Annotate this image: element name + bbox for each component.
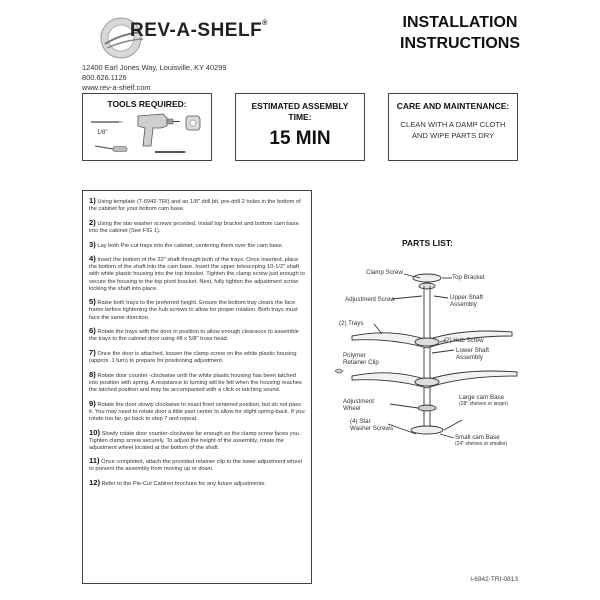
document-number: I-6942-TRI-0813: [470, 576, 518, 583]
step-12: 12) Refer to the Pie-Cut Cabinet brochure for any future adjustments.: [89, 478, 266, 488]
step-5: 5) Raise both trays to the preferred height. Ensure the bottom tray clears the face frame before tightening the hub screws to allow for proper rotation. Both trays must face the same direction.: [89, 297, 298, 321]
tools-title: TOOLS REQUIRED:: [107, 99, 187, 109]
upper-shaft-housing: [419, 283, 435, 289]
label-large-cam-base: Large cam Base (28" shelves or larger): [459, 394, 509, 407]
step-1: 1) Using template (T-6942-TRI) and an 1/8" drill bit, pre-drill 2 holes in the bottom of the cabinet for your bottom cam base.: [89, 196, 301, 213]
instruction-steps: [82, 190, 312, 584]
cam-base: [411, 426, 443, 434]
step-4: 4) Insert the bottom of the 22" shaft through both of the trays. Once inserted, place the bottom of the shaft into the cam base. Insert the upper telescoping 10-1/2" shaft with white plastic housing into the top bracket. Tighten the clamp screw just enough to secure the housing to the top pivot bracket. Next, fully tighten the adjustment screw locking the shaft into place.: [89, 254, 305, 292]
estimated-time-value: 15 MIN: [269, 128, 331, 149]
tools-required-box: [82, 93, 212, 161]
document-title: INSTALLATION INSTRUCTIONS: [400, 14, 520, 52]
address-line: 12400 Earl Jones Way, Louisville, KY 40299: [82, 63, 227, 72]
step-11: 11) Once completed, attach the provided retainer clip to the lower adjustment wheel to prevent the assembly from moving up or down.: [89, 456, 302, 473]
step-2: 2) Using the star washer screws provided, install top bracket and bottom cam base into the cabinet (See FIG 1).: [89, 217, 299, 234]
adjustment-wheel: [418, 405, 436, 411]
step-10: 10) Slowly rotate door counter-clockwise far enough so the clamp screw faces you. Tighten clamp screw securely. To adjust the height of the assembly, rotate the adjustment wheel located at the bottom of the shaft.: [89, 427, 301, 451]
screwdriver-icon: [95, 146, 127, 152]
estimated-time-box: [235, 93, 365, 161]
phone-line: 800.626.1126: [82, 73, 127, 82]
step-9: 9) Rotate the door slowly clockwise to exact front centered position, but do not pass it. You may need to rotate door a little past center to allow for slight spring-back. If you rotate too far, go back to step 7 and repeat.: [89, 398, 305, 422]
care-maintenance-box: [388, 93, 518, 161]
estimated-title: ESTIMATED ASSEMBLY TIME:: [251, 101, 349, 122]
care-title: CARE AND MAINTENANCE:: [396, 101, 510, 111]
step-7: 7) Once the door is attached, loosen the clamp screw on the white plastic housing (approx. 1 turn) to prepare for positioning adjustment.: [89, 347, 297, 365]
step-6: 6) Rotate the trays with the door in position to allow enough clearance to assemble the trays to the cabinet door using #8 x 5/8" truss head.: [89, 326, 299, 343]
bit-size-label: 1/8": [97, 130, 108, 136]
tape-measure-icon: [186, 116, 200, 130]
label-hub-screw: (2) Hub Screw: [444, 337, 484, 344]
retainer-clip-icon: [334, 367, 344, 375]
label-star-washer-screws: (4) Star Washer Screws: [350, 418, 394, 432]
step-3: 3) Lay both Pie-cut trays into the cabinet, centering them over the cam base.: [89, 239, 284, 249]
care-text: CLEAN WITH A DAMP CLOTH AND WIPE PARTS DRY: [400, 120, 506, 140]
label-adjustment-wheel: Adjustment Wheel: [343, 398, 374, 412]
top-bracket: [413, 274, 441, 282]
drill-icon: [138, 114, 180, 146]
label-trays: (2) Trays: [339, 320, 364, 327]
upper-hub: [415, 338, 439, 346]
tools-illustration: [83, 108, 211, 160]
label-clamp-screw: Clamp Screw: [366, 269, 403, 276]
step-8: 8) Rotate door counter -clockwise until the white plastic housing has been latched into position with spring. A resistance to turning will be felt when the housing reaches the latched position and may be accompanied with a click or latching sound.: [89, 369, 302, 393]
label-retainer-clip: Polymer Retainer Clip: [343, 352, 379, 366]
pencil-icon: [155, 151, 187, 153]
label-lower-shaft: Lower Shaft Assembly: [456, 347, 490, 361]
parts-list-title: PARTS LIST:: [402, 238, 453, 248]
label-top-bracket: Top Bracket: [452, 274, 485, 281]
brand-name: REV-A-SHELF®: [130, 20, 268, 41]
label-adjustment-screw: Adjustment Screw: [345, 296, 395, 303]
company-address: [82, 63, 226, 93]
label-small-cam-base: Small cam Base (24" shelves or smaller): [455, 434, 508, 447]
website-line: www.rev-a-shelf.com: [82, 83, 151, 92]
label-upper-shaft: Upper Shaft Assembly: [450, 294, 484, 308]
lower-hub: [415, 378, 439, 386]
